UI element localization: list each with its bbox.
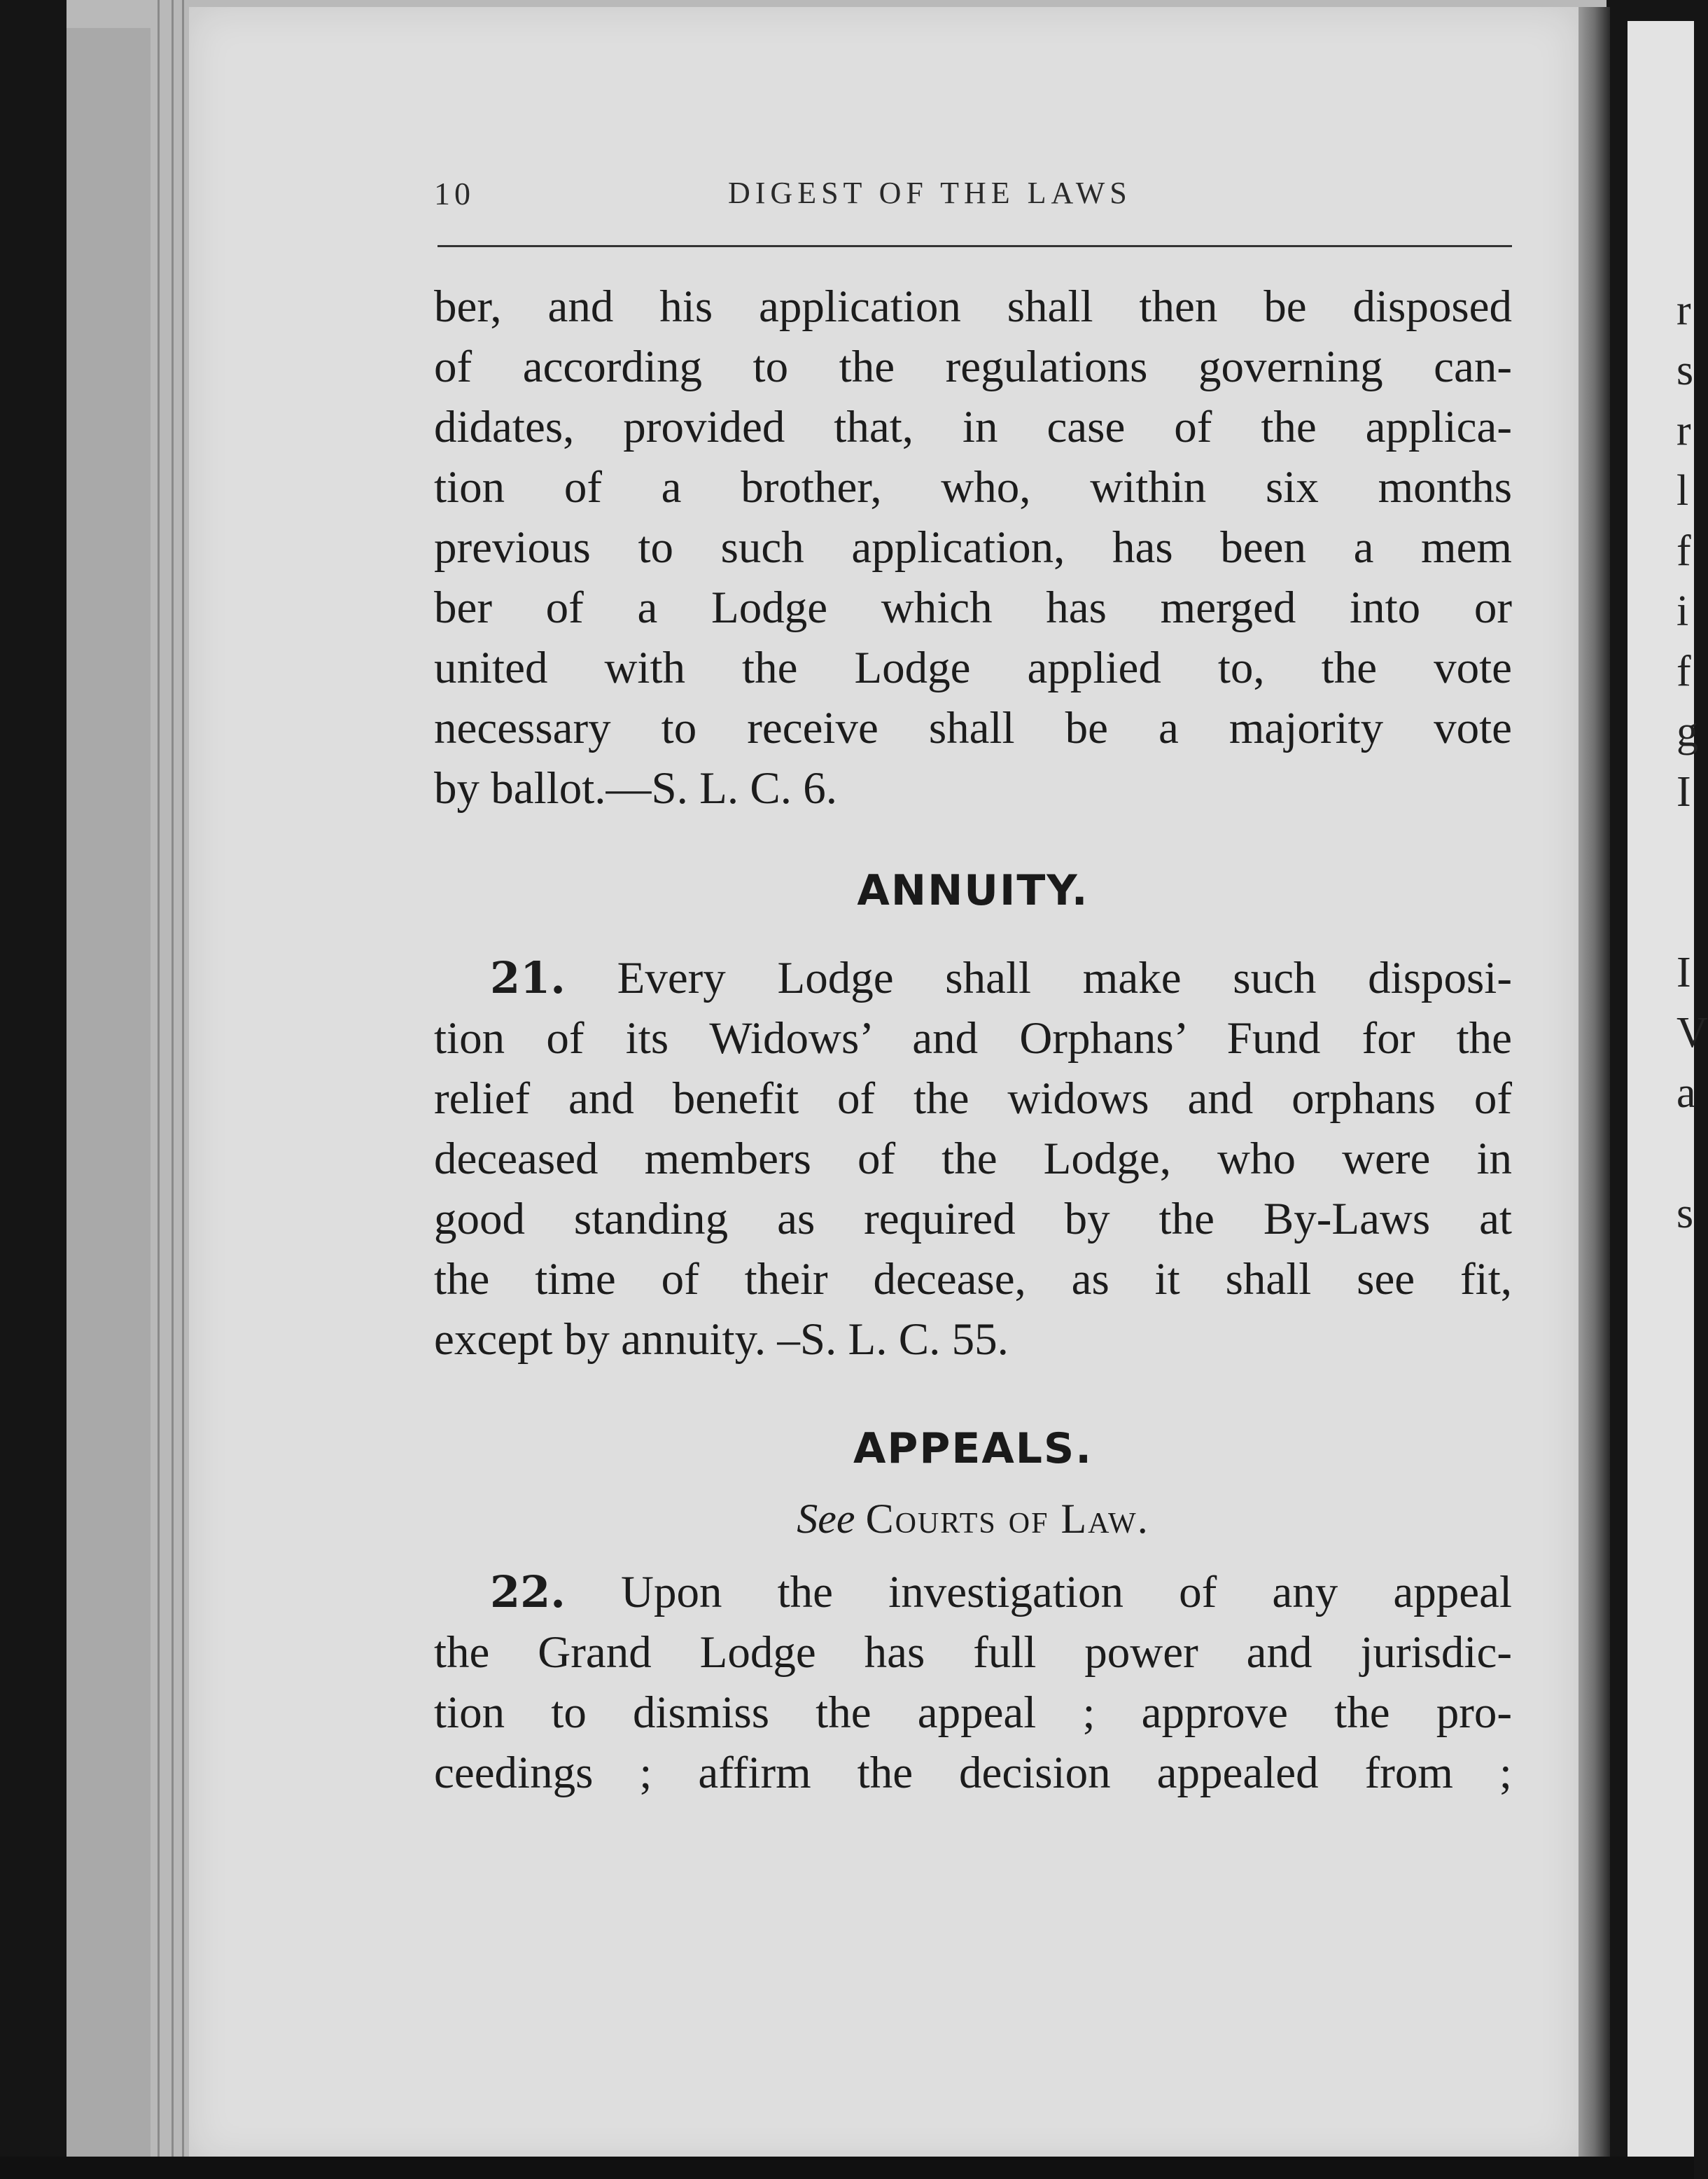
section-heading-annuity: ANNUITY. [857,866,1089,915]
facing-letter: f [1676,527,1691,575]
text-line: tion of a brother, who, within six months [434,462,1512,513]
page-edge-line [172,0,174,2157]
text-line: necessary to receive shall be a majority vote [434,703,1512,753]
facing-page-text [1676,280,1708,1244]
scan-border [0,2157,1694,2179]
text-line [434,948,1512,1008]
cross-reference [434,1489,1512,1552]
text-line: tion of its Widows’ and Orphans’ Fund for the [434,1013,1512,1064]
text-line: tion to dismiss the appeal ; approve the pro- [434,1687,1512,1738]
facing-letter [1676,822,1704,882]
text-line: the time of their decease, as it shall see fit, [434,1254,1512,1304]
facing-letter: a [1676,1069,1696,1117]
underlying-page-strip [66,28,150,2171]
text-line: deceased members of the Lodge, who were in [434,1134,1512,1184]
section-number: 21. [490,952,566,1003]
facing-letter: i [1676,587,1689,635]
header-rule [438,245,1512,247]
text-line: ber, and his application shall then be disposed [434,281,1512,332]
facing-letter: r [1676,407,1691,454]
facing-letter: f [1676,648,1691,695]
text-line: previous to such application, has been a mem [434,522,1512,573]
text-line: except by annuity. –S. L. C. 55. [434,1314,1009,1365]
body-text [434,277,1512,1803]
book-gutter [1578,7,1610,2164]
text-line: united with the Lodge applied to, the vote [434,643,1512,693]
text-line-content: Upon the investigation of any appeal [621,1567,1513,1617]
text-line: ber of a Lodge which has merged into or [434,583,1512,633]
text-line [434,1562,1512,1622]
text-line: of according to the regulations governing can- [434,342,1512,392]
see-target: Courts of Law. [865,1496,1149,1542]
section-heading-appeals: APPEALS. [853,1424,1093,1473]
page-edge-line [182,0,184,2157]
running-head [434,175,1512,224]
text-line: ceedings ; affirm the decision appealed from ; [434,1748,1512,1798]
text-line: didates, provided that, in case of the applica- [434,402,1512,452]
text-line-content: Every Lodge shall make such disposi- [617,953,1513,1003]
facing-letter: s [1676,1190,1694,1237]
section-number: 22. [490,1566,566,1617]
text-line: relief and benefit of the widows and orphans of [434,1073,1512,1124]
running-title: DIGEST OF THE LAWS [728,176,1132,210]
see-word: See [797,1496,855,1542]
page-edge-line [158,0,160,2157]
facing-letter: V [1676,1009,1708,1057]
facing-letter: g [1676,708,1698,756]
facing-letter: r [1676,286,1691,334]
page-number: 10 [434,176,475,211]
facing-letter: I [1676,949,1691,996]
facing-letter: l [1676,467,1689,515]
facing-letter [1676,1123,1704,1183]
facing-letter: I [1676,768,1691,816]
facing-letter: s [1676,347,1694,394]
text-line: good standing as required by the By-Laws at [434,1194,1512,1244]
text-line: by ballot.—S. L. C. 6. [434,763,837,814]
facing-letter [1676,882,1704,942]
text-line: the Grand Lodge has full power and jurisdic- [434,1627,1512,1678]
